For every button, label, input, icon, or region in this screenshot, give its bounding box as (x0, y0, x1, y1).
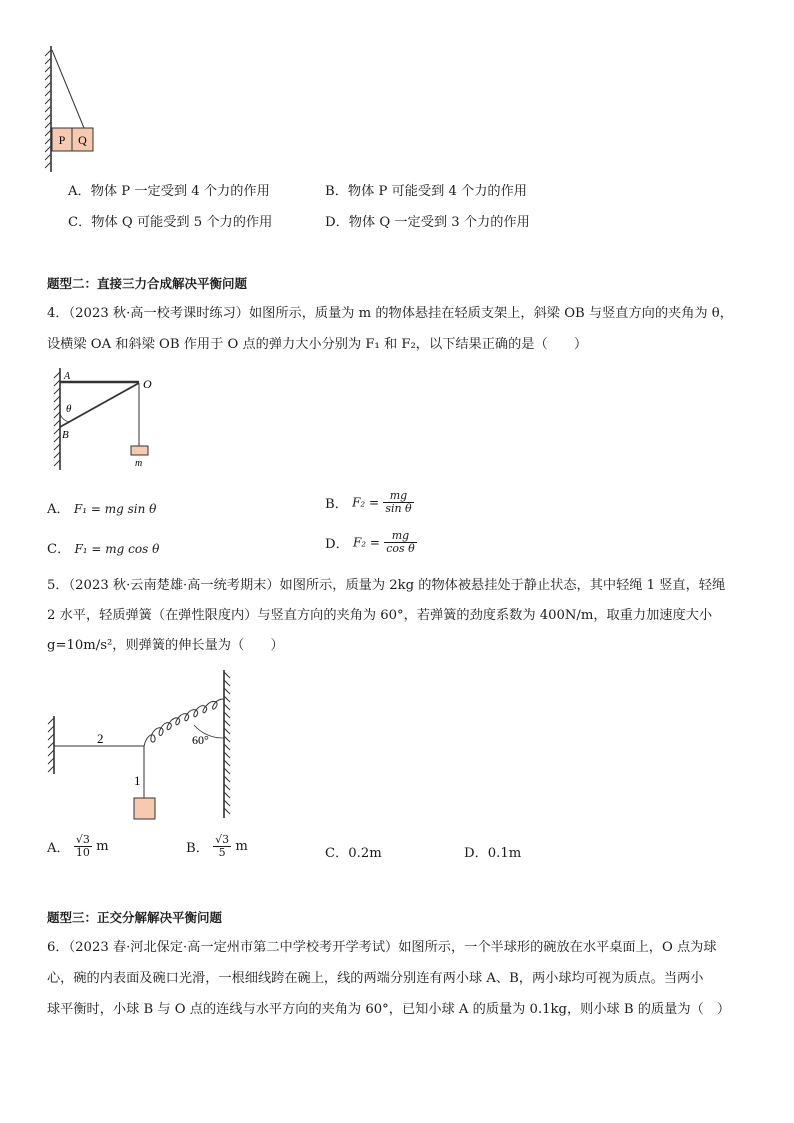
section-title-3: 题型三：正交分解解决平衡问题 (47, 910, 223, 925)
label-a: A (64, 371, 71, 382)
option-b-lhs: F₂ = (352, 495, 380, 510)
fraction-numerator: √3 (215, 833, 230, 846)
label-q: Q (78, 133, 87, 147)
option-a-expr: F₁ = mg sin θ (73, 502, 157, 516)
weight-block (134, 798, 155, 819)
q5-option-c: C．0.2m (325, 846, 382, 861)
option-b-fraction (213, 834, 231, 859)
fraction-numerator: mg (384, 530, 417, 543)
option-a-unit: m (96, 839, 109, 854)
q3-option-a: A．物体 P 一定受到 4 个力的作用 (68, 184, 270, 199)
label-p: P (58, 133, 66, 147)
option-d-fraction (384, 530, 417, 555)
q5-figure (44, 668, 244, 823)
fraction-denominator: sin θ (385, 502, 412, 515)
q6-stem-line1: 6．（2023 春·河北保定·高一定州市第二中学校考开学考试）如图所示，一个半球形的碗放在水平桌面上，O 点为球 (47, 940, 717, 955)
q4-option-b (325, 490, 414, 515)
label-1: 1 (134, 773, 141, 788)
label-60: 60° (192, 733, 209, 747)
option-a-prefix: A． (47, 502, 70, 517)
q5-stem-line2: 2 水平，轻质弹簧（在弹性限度内）与竖直方向的夹角为 60°，若弹簧的劲度系数为 400N/m，取重力加速度大小 (47, 608, 713, 623)
fraction-denominator: cos θ (386, 542, 415, 555)
q4-option-c (47, 538, 159, 557)
option-c-expr: F₁ = mg cos θ (74, 542, 160, 556)
q5-option-a (47, 834, 109, 859)
q4-stem-line2: 设横梁 OA 和斜梁 OB 作用于 O 点的弹力大小分别为 F₁ 和 F₂，以下结果正确的是（ ） (47, 337, 588, 352)
option-a-fraction (74, 834, 92, 859)
beam-ob (60, 383, 139, 427)
label-2: 2 (97, 731, 104, 746)
left-wall (48, 716, 54, 774)
section-title-2: 题型二：直接三力合成解决平衡问题 (47, 276, 248, 291)
label-theta: θ (66, 403, 72, 415)
q4-figure (44, 366, 174, 484)
wall-hatching (45, 46, 51, 172)
q5-option-d: D．0.1m (464, 846, 522, 861)
rope (52, 50, 84, 128)
label-o: O (143, 377, 152, 391)
fraction-numerator: mg (383, 490, 413, 503)
q4-option-d (325, 530, 417, 555)
fraction-numerator: √3 (75, 833, 90, 846)
option-d-prefix: D． (325, 537, 349, 552)
q4-option-a (47, 498, 156, 517)
option-c-prefix: C． (47, 542, 71, 557)
q4-stem-line1: 4．（2023 秋·高一校考课时练习）如图所示，质量为 m 的物体悬挂在轻质支架上，斜梁 OB 与竖直方向的夹角为 θ， (47, 306, 733, 321)
option-b-fraction (383, 490, 413, 515)
q6-stem-line3: 球平衡时，小球 B 与 O 点的连线与水平方向的夹角为 60°，已知小球 A 的质量为 0.1kg，则小球 B 的质量为（ ） (47, 1002, 731, 1017)
q5-stem-line3: g=10m/s²，则弹簧的伸长量为（ ） (47, 638, 284, 653)
mass-block (131, 446, 148, 455)
fraction-denominator: 5 (218, 846, 226, 859)
q6-stem-line2: 心，碗的内表面及碗口光滑，一根细线跨在碗上，线的两端分别连有两小球 A、B，两小球均可视为质点。当两小 (47, 971, 704, 986)
right-wall (224, 670, 230, 818)
option-b-prefix: B． (325, 497, 348, 512)
q3-option-c: C．物体 Q 可能受到 5 个力的作用 (68, 215, 273, 230)
option-b-prefix: B． (186, 841, 209, 856)
angle-arc (60, 414, 69, 422)
option-d-lhs: F₂ = (352, 535, 380, 550)
q3-option-b: B．物体 P 可能受到 4 个力的作用 (325, 184, 527, 199)
label-b: B (62, 429, 69, 441)
q5-option-b (186, 834, 248, 859)
q3-option-d: D．物体 Q 一定受到 3 个力的作用 (325, 215, 530, 230)
q3-figure (40, 44, 120, 174)
spring (144, 699, 224, 746)
option-b-unit: m (235, 839, 248, 854)
fraction-denominator: 10 (75, 846, 90, 859)
option-a-prefix: A． (47, 841, 70, 856)
label-m: m (135, 458, 143, 469)
wall-hatching (54, 368, 60, 470)
q5-stem-line1: 5．（2023 秋·云南楚雄·高一统考期末）如图所示，质量为 2kg 的物体被悬挂处于静止状态，其中轻绳 1 竖直，轻绳 (47, 578, 726, 593)
